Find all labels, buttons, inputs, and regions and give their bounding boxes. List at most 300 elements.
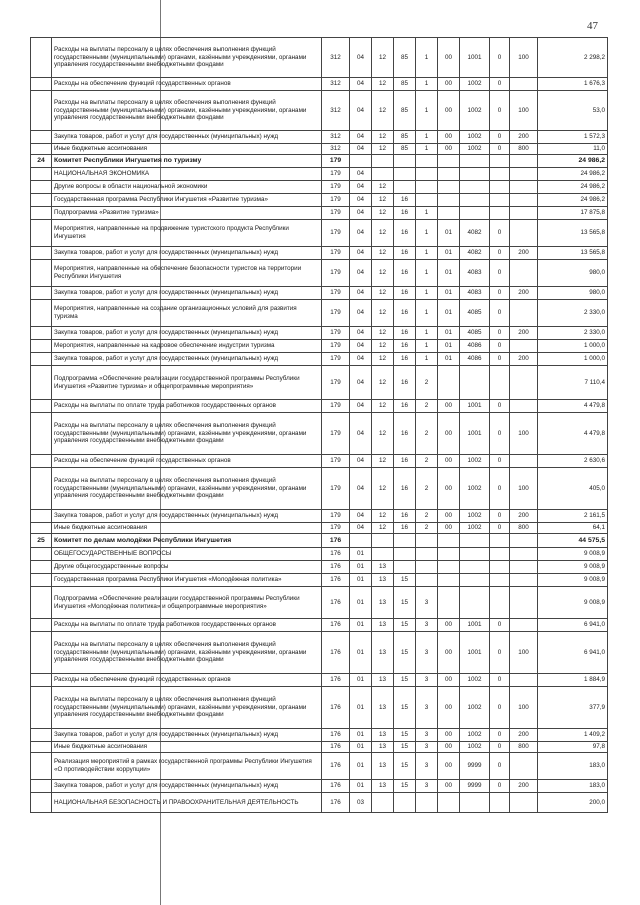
code-extra: [490, 194, 510, 207]
code-program: 16: [394, 510, 416, 523]
row-name: Другие вопросы в области национальной экономики: [52, 181, 322, 194]
table-row: [31, 353, 608, 366]
row-amount: 53,0: [538, 91, 608, 131]
code-direction: 1002: [460, 523, 490, 534]
code-extra: 0: [490, 144, 510, 155]
code-subprogram: 3: [416, 587, 438, 619]
code-program: [394, 155, 416, 168]
row-name: Другие общегосударственные вопросы: [52, 561, 322, 574]
code-expense-type: [510, 366, 538, 400]
code-expense-type: 200: [510, 287, 538, 300]
code-program: 16: [394, 523, 416, 534]
code-subprogram: 2: [416, 468, 438, 510]
row-number: [31, 144, 52, 155]
code-event: [438, 181, 460, 194]
code-subprogram: 2: [416, 455, 438, 468]
code-event: 00: [438, 91, 460, 131]
code-direction: [460, 561, 490, 574]
code-subsection: 13: [372, 742, 394, 753]
code-program: [394, 793, 416, 813]
row-name: Государственная программа Республики Ингушетия «Развитие туризма»: [52, 194, 322, 207]
code-extra: [490, 561, 510, 574]
code-section: 04: [350, 131, 372, 144]
code-event: 00: [438, 729, 460, 742]
code-ministry: 179: [322, 287, 350, 300]
code-section: 04: [350, 194, 372, 207]
table-row: [31, 742, 608, 753]
code-event: 00: [438, 632, 460, 674]
code-ministry: 312: [322, 78, 350, 91]
code-direction: 1002: [460, 742, 490, 753]
code-subsection: 12: [372, 340, 394, 353]
code-extra: 0: [490, 353, 510, 366]
code-ministry: 312: [322, 131, 350, 144]
code-direction: 1002: [460, 729, 490, 742]
row-name: Расходы на выплаты персоналу в целях обеспечения выполнения функций государственными (муниципальными) органами, казёнными учреждениями, органами управления государственными внебюджетными фондами: [52, 38, 322, 78]
code-ministry: 179: [322, 366, 350, 400]
row-name: Мероприятия, направленные на создание организационных условий для развития туризма: [52, 300, 322, 327]
row-number: [31, 510, 52, 523]
table-row: [31, 510, 608, 523]
code-subprogram: 1: [416, 220, 438, 247]
table-row: [31, 674, 608, 687]
row-number: [31, 753, 52, 780]
budget-table: [30, 37, 608, 813]
row-number: [31, 561, 52, 574]
row-amount: 24 986,2: [538, 168, 608, 181]
table-row: [31, 523, 608, 534]
code-subsection: 12: [372, 131, 394, 144]
table-row: [31, 168, 608, 181]
row-name: Расходы на выплаты персоналу в целях обеспечения выполнения функций государственными (муниципальными) органами, казёнными учреждениями, органами управления государственными внебюджетными фондами: [52, 413, 322, 455]
code-extra: 0: [490, 619, 510, 632]
table-row: [31, 729, 608, 742]
code-direction: [460, 366, 490, 400]
code-section: 01: [350, 729, 372, 742]
code-section: 01: [350, 574, 372, 587]
row-amount: 980,0: [538, 260, 608, 287]
code-section: 04: [350, 260, 372, 287]
code-program: 16: [394, 260, 416, 287]
code-program: 15: [394, 687, 416, 729]
code-expense-type: [510, 400, 538, 413]
row-name: Закупка товаров, работ и услуг для государственных (муниципальных) нужд: [52, 131, 322, 144]
table-row: [31, 247, 608, 260]
code-expense-type: 100: [510, 91, 538, 131]
table-row: [31, 78, 608, 91]
code-expense-type: [510, 561, 538, 574]
row-amount: 9 008,9: [538, 561, 608, 574]
row-name: Мероприятия, направленные на кадровое обеспечение индустрии туризма: [52, 340, 322, 353]
code-event: [438, 793, 460, 813]
code-program: 85: [394, 131, 416, 144]
code-expense-type: [510, 220, 538, 247]
code-program: 15: [394, 619, 416, 632]
code-subsection: 13: [372, 729, 394, 742]
code-subprogram: 3: [416, 753, 438, 780]
row-amount: 1 000,0: [538, 353, 608, 366]
code-direction: 1002: [460, 455, 490, 468]
code-ministry: 176: [322, 729, 350, 742]
code-program: 16: [394, 400, 416, 413]
code-subsection: 13: [372, 561, 394, 574]
row-name: Комитет Республики Ингушетия по туризму: [52, 155, 322, 168]
code-expense-type: [510, 619, 538, 632]
code-ministry: 179: [322, 207, 350, 220]
row-name: Закупка товаров, работ и услуг для государственных (муниципальных) нужд: [52, 510, 322, 523]
code-extra: 0: [490, 729, 510, 742]
row-name: НАЦИОНАЛЬНАЯ БЕЗОПАСНОСТЬ И ПРАВООХРАНИТЕЛЬНАЯ ДЕЯТЕЛЬНОСТЬ: [52, 793, 322, 813]
row-number: [31, 78, 52, 91]
row-name: ОБЩЕГОСУДАРСТВЕННЫЕ ВОПРОСЫ: [52, 548, 322, 561]
code-section: 04: [350, 287, 372, 300]
code-subprogram: 3: [416, 687, 438, 729]
table-row: [31, 155, 608, 168]
code-extra: 0: [490, 38, 510, 78]
code-direction: [460, 207, 490, 220]
code-extra: 0: [490, 91, 510, 131]
code-direction: 1002: [460, 510, 490, 523]
code-ministry: 179: [322, 413, 350, 455]
code-subsection: 12: [372, 194, 394, 207]
code-program: 16: [394, 287, 416, 300]
code-subsection: 12: [372, 300, 394, 327]
code-ministry: 179: [322, 181, 350, 194]
code-expense-type: [510, 534, 538, 548]
row-number: [31, 468, 52, 510]
code-direction: 9999: [460, 753, 490, 780]
row-amount: 183,0: [538, 780, 608, 793]
row-amount: 13 565,8: [538, 247, 608, 260]
code-section: 04: [350, 455, 372, 468]
code-section: 04: [350, 144, 372, 155]
code-expense-type: 200: [510, 353, 538, 366]
code-program: 16: [394, 247, 416, 260]
row-number: [31, 674, 52, 687]
code-subprogram: 2: [416, 413, 438, 455]
code-extra: 0: [490, 780, 510, 793]
code-section: 04: [350, 220, 372, 247]
code-section: 04: [350, 400, 372, 413]
code-direction: [460, 548, 490, 561]
code-expense-type: [510, 548, 538, 561]
code-direction: [460, 574, 490, 587]
code-extra: 0: [490, 413, 510, 455]
code-section: 01: [350, 687, 372, 729]
code-event: 01: [438, 340, 460, 353]
row-amount: 13 565,8: [538, 220, 608, 247]
row-number: [31, 91, 52, 131]
code-section: 04: [350, 340, 372, 353]
code-subsection: 12: [372, 247, 394, 260]
code-section: 04: [350, 207, 372, 220]
table-row: [31, 220, 608, 247]
code-subsection: 13: [372, 753, 394, 780]
row-amount: 24 986,2: [538, 155, 608, 168]
code-subprogram: 2: [416, 523, 438, 534]
row-amount: 2 298,2: [538, 38, 608, 78]
code-subsection: 12: [372, 287, 394, 300]
code-program: 15: [394, 753, 416, 780]
table-row: [31, 38, 608, 78]
code-event: [438, 587, 460, 619]
row-amount: 980,0: [538, 287, 608, 300]
code-subprogram: [416, 181, 438, 194]
code-section: 04: [350, 468, 372, 510]
code-extra: 0: [490, 753, 510, 780]
code-direction: 1001: [460, 38, 490, 78]
row-name: Государственная программа Республики Ингушетия «Молодёжная политика»: [52, 574, 322, 587]
code-event: [438, 366, 460, 400]
code-direction: 4085: [460, 327, 490, 340]
code-subprogram: [416, 155, 438, 168]
code-program: [394, 181, 416, 194]
code-extra: [490, 574, 510, 587]
code-event: 00: [438, 468, 460, 510]
code-subprogram: 3: [416, 619, 438, 632]
code-subsection: 12: [372, 207, 394, 220]
code-program: 15: [394, 674, 416, 687]
code-expense-type: 200: [510, 247, 538, 260]
code-section: 01: [350, 674, 372, 687]
code-expense-type: [510, 155, 538, 168]
code-ministry: 179: [322, 353, 350, 366]
code-direction: 4082: [460, 220, 490, 247]
code-expense-type: [510, 674, 538, 687]
code-direction: [460, 181, 490, 194]
table-row: [31, 468, 608, 510]
code-extra: 0: [490, 523, 510, 534]
code-expense-type: 100: [510, 38, 538, 78]
code-event: 00: [438, 523, 460, 534]
code-extra: [490, 207, 510, 220]
code-subprogram: 3: [416, 780, 438, 793]
code-subprogram: 1: [416, 38, 438, 78]
row-amount: 1 676,3: [538, 78, 608, 91]
code-subsection: 12: [372, 400, 394, 413]
code-direction: 4085: [460, 300, 490, 327]
code-event: [438, 561, 460, 574]
code-section: 01: [350, 753, 372, 780]
row-number: [31, 38, 52, 78]
table-row: [31, 287, 608, 300]
code-section: 01: [350, 780, 372, 793]
code-direction: 1002: [460, 674, 490, 687]
code-event: 00: [438, 619, 460, 632]
code-ministry: 176: [322, 674, 350, 687]
code-extra: [490, 587, 510, 619]
row-amount: 405,0: [538, 468, 608, 510]
row-number: [31, 300, 52, 327]
table-row: [31, 619, 608, 632]
code-direction: 1001: [460, 413, 490, 455]
code-subprogram: 1: [416, 207, 438, 220]
code-event: 00: [438, 38, 460, 78]
code-section: 04: [350, 327, 372, 340]
code-extra: 0: [490, 247, 510, 260]
row-name: Закупка товаров, работ и услуг для государственных (муниципальных) нужд: [52, 729, 322, 742]
code-subprogram: 1: [416, 247, 438, 260]
code-extra: 0: [490, 300, 510, 327]
code-subprogram: 1: [416, 260, 438, 287]
code-program: 16: [394, 366, 416, 400]
row-name: Расходы на выплаты персоналу в целях обеспечения выполнения функций государственными (муниципальными) органами, казёнными учреждениями, органами управления государственными внебюджетными фондами: [52, 632, 322, 674]
row-number: [31, 194, 52, 207]
code-extra: 0: [490, 260, 510, 287]
row-amount: 44 575,5: [538, 534, 608, 548]
table-row: [31, 194, 608, 207]
code-event: 00: [438, 674, 460, 687]
code-event: 00: [438, 400, 460, 413]
code-direction: 1002: [460, 78, 490, 91]
code-expense-type: 200: [510, 729, 538, 742]
code-section: 04: [350, 247, 372, 260]
code-ministry: 176: [322, 780, 350, 793]
code-direction: [460, 155, 490, 168]
code-expense-type: 100: [510, 687, 538, 729]
row-name: Реализация мероприятий в рамках государственной программы Республики Ингушетия «О противодействии коррупции»: [52, 753, 322, 780]
code-ministry: 176: [322, 687, 350, 729]
code-expense-type: [510, 207, 538, 220]
row-amount: 64,1: [538, 523, 608, 534]
code-subprogram: [416, 793, 438, 813]
code-event: 01: [438, 220, 460, 247]
code-direction: 1001: [460, 632, 490, 674]
row-amount: 1 572,3: [538, 131, 608, 144]
row-number: [31, 168, 52, 181]
code-expense-type: [510, 194, 538, 207]
code-section: 01: [350, 619, 372, 632]
row-name: Иные бюджетные ассигнования: [52, 523, 322, 534]
code-ministry: 312: [322, 38, 350, 78]
code-subprogram: 1: [416, 144, 438, 155]
code-program: 15: [394, 574, 416, 587]
code-direction: 1002: [460, 687, 490, 729]
code-expense-type: [510, 574, 538, 587]
code-expense-type: [510, 260, 538, 287]
row-name: Подпрограмма «Обеспечение реализации государственной программы Республики Ингушетия «Молодёжная политика» и общепрограммные мероприятия»: [52, 587, 322, 619]
row-number: 25: [31, 534, 52, 548]
code-direction: [460, 168, 490, 181]
row-amount: 377,9: [538, 687, 608, 729]
code-expense-type: [510, 587, 538, 619]
row-amount: 17 875,8: [538, 207, 608, 220]
code-extra: [490, 168, 510, 181]
code-subsection: [372, 168, 394, 181]
code-extra: 0: [490, 327, 510, 340]
code-ministry: 312: [322, 91, 350, 131]
code-extra: [490, 534, 510, 548]
code-subsection: 13: [372, 619, 394, 632]
code-expense-type: [510, 181, 538, 194]
code-direction: 4082: [460, 247, 490, 260]
code-event: 00: [438, 131, 460, 144]
code-expense-type: [510, 78, 538, 91]
row-name: Закупка товаров, работ и услуг для государственных (муниципальных) нужд: [52, 247, 322, 260]
row-number: [31, 327, 52, 340]
table-row: [31, 327, 608, 340]
code-section: 01: [350, 561, 372, 574]
code-ministry: 176: [322, 619, 350, 632]
code-expense-type: 100: [510, 632, 538, 674]
row-amount: 6 941,0: [538, 619, 608, 632]
code-program: [394, 548, 416, 561]
code-subprogram: 1: [416, 131, 438, 144]
table-row: [31, 574, 608, 587]
code-event: [438, 168, 460, 181]
code-subsection: 12: [372, 413, 394, 455]
code-extra: 0: [490, 400, 510, 413]
code-extra: 0: [490, 340, 510, 353]
code-expense-type: [510, 168, 538, 181]
table-row: [31, 400, 608, 413]
code-program: 16: [394, 455, 416, 468]
code-subsection: 12: [372, 510, 394, 523]
code-event: [438, 534, 460, 548]
code-section: 04: [350, 91, 372, 131]
code-section: 03: [350, 793, 372, 813]
code-expense-type: 800: [510, 742, 538, 753]
code-ministry: 179: [322, 300, 350, 327]
code-section: 04: [350, 510, 372, 523]
code-ministry: 179: [322, 260, 350, 287]
code-ministry: 176: [322, 753, 350, 780]
code-extra: [490, 548, 510, 561]
code-subsection: 13: [372, 674, 394, 687]
table-row: [31, 300, 608, 327]
row-name: Расходы на обеспечение функций государственных органов: [52, 455, 322, 468]
row-number: [31, 400, 52, 413]
code-subsection: [372, 155, 394, 168]
code-subsection: 12: [372, 38, 394, 78]
code-subsection: 12: [372, 523, 394, 534]
code-expense-type: 200: [510, 327, 538, 340]
code-expense-type: [510, 300, 538, 327]
code-direction: 4083: [460, 260, 490, 287]
code-subprogram: 3: [416, 729, 438, 742]
code-section: 01: [350, 742, 372, 753]
code-section: 01: [350, 632, 372, 674]
row-number: [31, 619, 52, 632]
code-direction: [460, 793, 490, 813]
code-event: 00: [438, 455, 460, 468]
code-subprogram: 2: [416, 366, 438, 400]
code-direction: 1001: [460, 619, 490, 632]
table-row: [31, 561, 608, 574]
row-name: Подпрограмма «Развитие туризма»: [52, 207, 322, 220]
code-expense-type: 800: [510, 144, 538, 155]
code-subsection: 13: [372, 780, 394, 793]
code-direction: 4083: [460, 287, 490, 300]
code-extra: 0: [490, 742, 510, 753]
code-direction: 1002: [460, 468, 490, 510]
code-extra: 0: [490, 687, 510, 729]
code-event: 00: [438, 413, 460, 455]
table-row: [31, 534, 608, 548]
row-name: Расходы на обеспечение функций государственных органов: [52, 78, 322, 91]
code-subsection: [372, 548, 394, 561]
code-event: 00: [438, 144, 460, 155]
table-row: [31, 753, 608, 780]
code-ministry: 179: [322, 400, 350, 413]
code-event: 00: [438, 780, 460, 793]
code-ministry: 179: [322, 523, 350, 534]
row-amount: 9 008,9: [538, 587, 608, 619]
row-number: [31, 353, 52, 366]
code-event: 00: [438, 753, 460, 780]
code-ministry: 179: [322, 194, 350, 207]
code-ministry: 179: [322, 168, 350, 181]
